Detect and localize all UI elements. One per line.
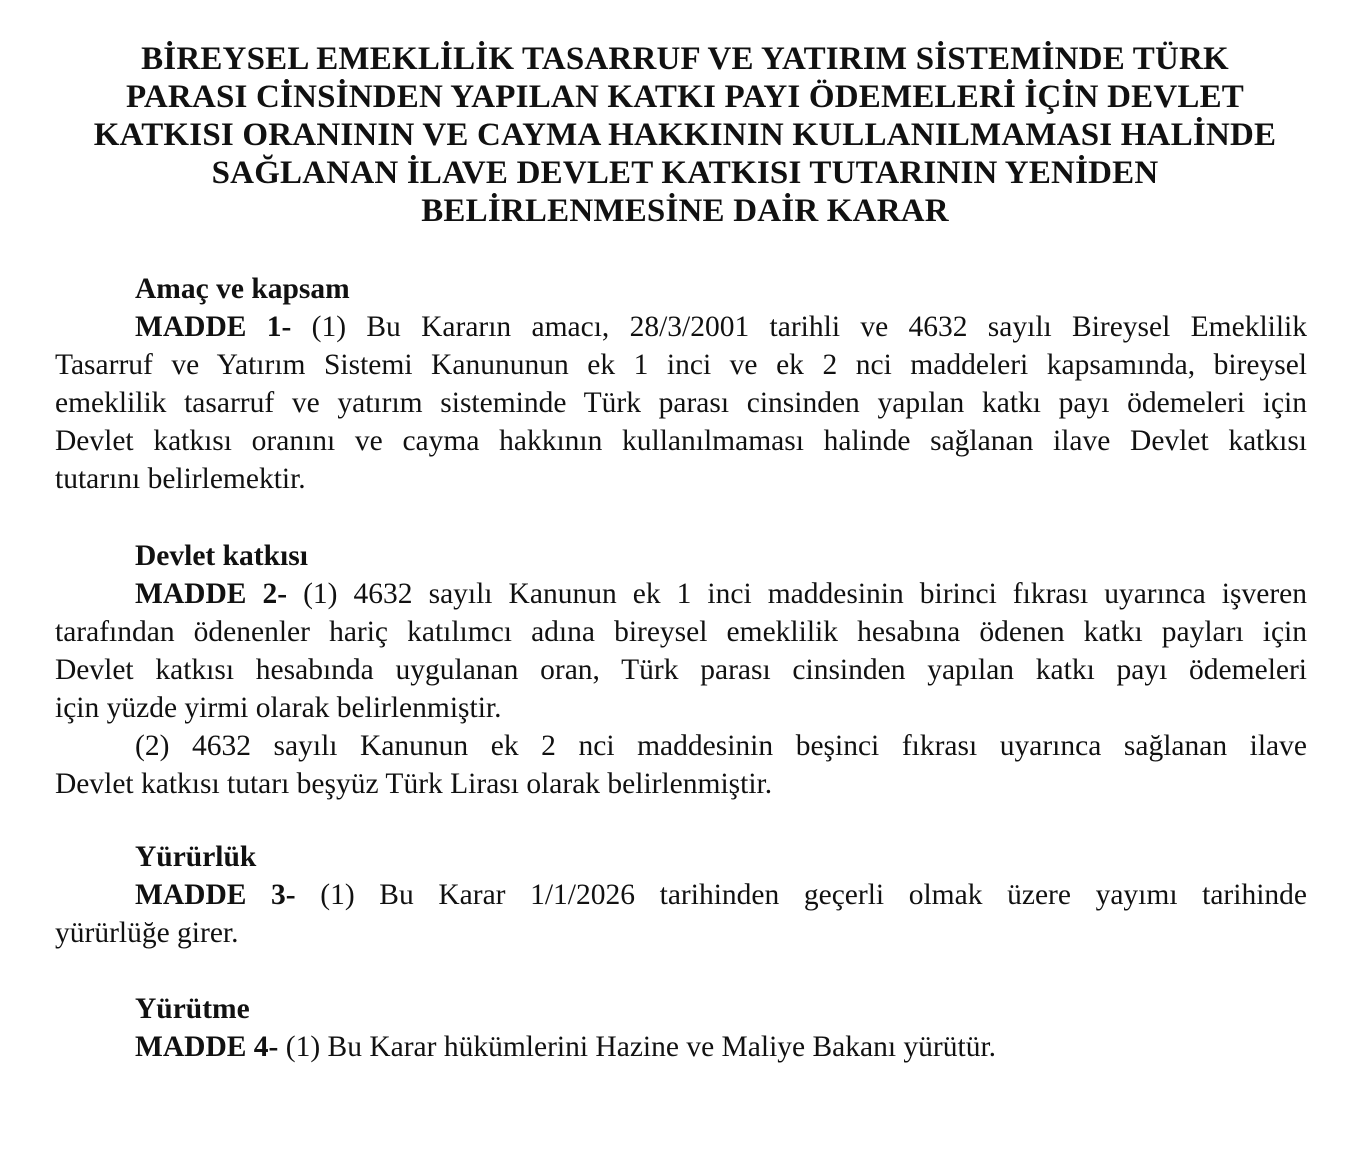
paragraph-text: (1) Bu Karar hükümlerini Hazine ve Maliye Bakanı yürütür. [278, 1031, 997, 1063]
paragraph-line [55, 308, 1307, 346]
section-heading: Yürürlük [135, 841, 257, 873]
paragraph-text: (1) Bu Karar 1/1/2026 tarihinden geçerli olmak üzere yayımı tarihinde [295, 879, 1307, 911]
article-label: MADDE 4- [135, 1031, 279, 1063]
paragraph-line: tarafından ödenenler hariç katılımcı adına bireysel emeklilik hesabına ödenen katkı payları için [55, 616, 1307, 648]
title-line: PARASI CİNSİNDEN YAPILAN KATKI PAYI ÖDEMELERİ İÇİN DEVLET [125, 79, 1244, 115]
article-label: MADDE 3- [135, 879, 296, 911]
document-title [60, 40, 1310, 230]
article-2 [55, 575, 1307, 727]
section-devlet-katkisi [55, 537, 1307, 803]
paragraph-line: için yüzde yirmi olarak belirlenmiştir. [55, 692, 502, 724]
paragraph-line: Devlet katkısı oranını ve cayma hakkının kullanılmaması halinde sağlanan ilave Devlet katkısı [55, 425, 1307, 457]
paragraph-line: Tasarruf ve Yatırım Sistemi Kanununun ek 1 inci ve ek 2 nci maddeleri kapsamında, bireysel [55, 349, 1307, 381]
section-yururluk [55, 838, 1307, 952]
paragraph-line [55, 1028, 1307, 1066]
section-heading: Amaç ve kapsam [135, 273, 350, 305]
paragraph-line: emeklilik tasarruf ve yatırım sisteminde Türk parası cinsinden yapılan katkı payı ödemeleri için [55, 387, 1307, 419]
section-amac-ve-kapsam [55, 270, 1307, 498]
paragraph-line: Devlet katkısı tutarı beşyüz Türk Lirası olarak belirlenmiştir. [55, 768, 773, 800]
title-line: KATKISI ORANININ VE CAYMA HAKKININ KULLANILMAMASI HALİNDE [93, 117, 1277, 153]
title-line: BELİRLENMESİNE DAİR KARAR [421, 193, 949, 229]
article-1 [55, 308, 1307, 498]
article-label: MADDE 1- [135, 311, 292, 343]
paragraph-text: (1) 4632 sayılı Kanunun ek 1 inci maddesinin birinci fıkrası uyarınca işveren [287, 578, 1307, 610]
paragraph-line: yürürlüğe girer. [55, 917, 239, 949]
paragraph-line: Devlet katkısı hesabında uygulanan oran, Türk parası cinsinden yapılan katkı payı ödemeleri [55, 654, 1307, 686]
section-heading: Yürütme [135, 993, 250, 1025]
paragraph-line: tutarını belirlemektir. [55, 463, 306, 495]
title-line: SAĞLANAN İLAVE DEVLET KATKISI TUTARININ YENİDEN [211, 155, 1159, 191]
paragraph-line [55, 575, 1307, 613]
paragraph-line: (2) 4632 sayılı Kanunun ek 2 nci maddesinin beşinci fıkrası uyarınca sağlanan ilave [135, 730, 1307, 762]
section-heading: Devlet katkısı [135, 540, 308, 572]
title-line: BİREYSEL EMEKLİLİK TASARRUF VE YATIRIM SİSTEMİNDE TÜRK [141, 41, 1229, 77]
section-yurutme [55, 990, 1307, 1066]
article-3 [55, 876, 1307, 952]
article-label: MADDE 2- [135, 578, 288, 610]
paragraph-line [55, 876, 1307, 914]
paragraph-text: (1) Bu Kararın amacı, 28/3/2001 tarihli ve 4632 sayılı Bireysel Emeklilik [291, 311, 1307, 343]
article-2-clause-2 [55, 727, 1307, 803]
article-4 [55, 1028, 1307, 1066]
